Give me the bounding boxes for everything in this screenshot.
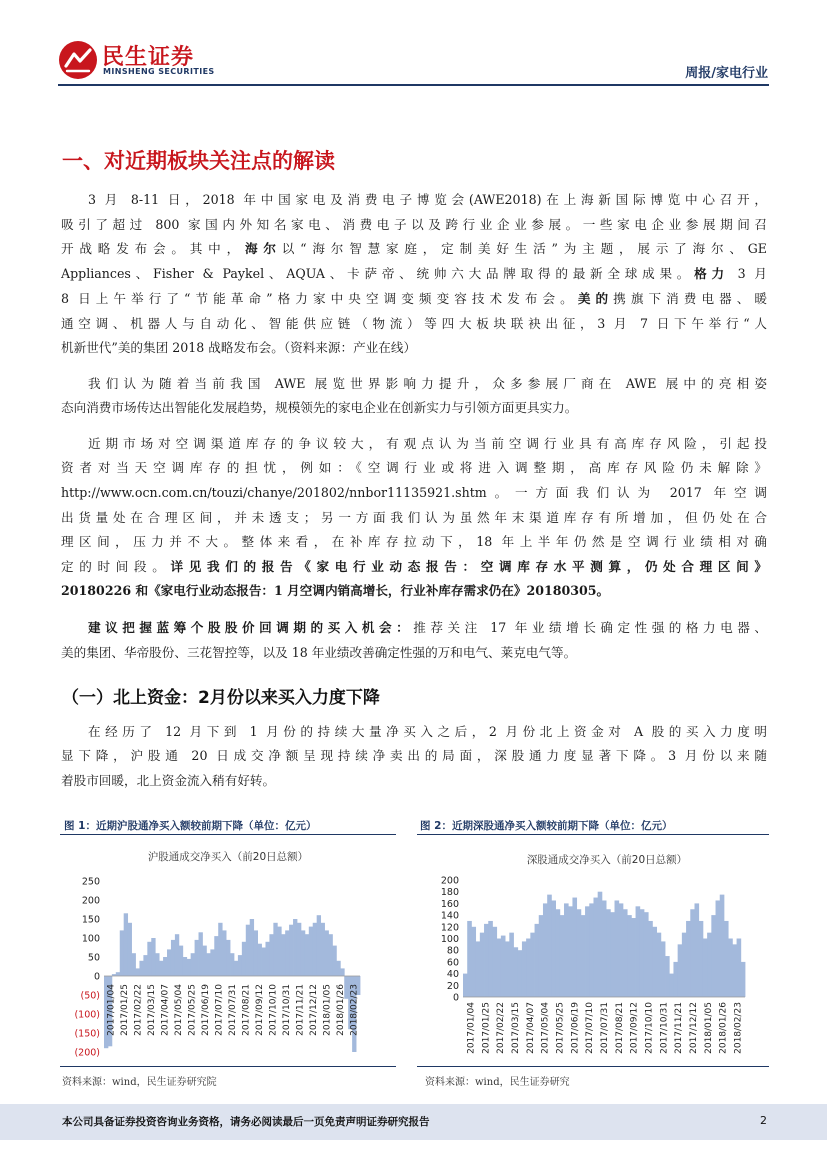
chart-bar [589,903,594,997]
chart-bar [636,906,641,997]
recommendation-lead: 建议把握蓝筹个股股价回调期的买入机会： [88,620,414,635]
chart-bar [340,968,344,976]
figure-2-caption: 图 2：近期深股通净买入额较前期下降（单位：亿元） [420,820,673,832]
chart-bar [289,925,293,976]
chart-bar [564,903,569,997]
chart-bar [661,941,666,997]
chart-bar [128,923,132,976]
chart-bar [728,939,733,998]
chart-bar [195,940,199,976]
chart-bar [163,957,167,976]
x-tick-label: 2017/12/12 [689,1002,700,1054]
chart-bar [585,906,590,997]
x-tick-label: 2017/10/31 [659,1002,670,1054]
paragraph-line: 出货量处在合理区间，并未透支；另一方面我们认为虽然年末渠道库存有所增加，但仍处在合 [61,510,767,525]
paragraph-line: 态向消费市场传达出智能化发展趋势，规模领先的家电企业在创新实力与引领方面更具实力。 [61,400,578,415]
y-tick-label: (200) [74,1047,100,1059]
chart-bar [551,900,556,997]
chart-bar [606,909,611,997]
chart-bar [262,948,266,977]
chart-bar [577,909,582,997]
x-tick-label: 2017/05/04 [540,1002,551,1054]
chart-bar [281,934,285,976]
chart-bar [222,930,226,976]
chart-bar [191,953,195,976]
x-tick-label: 2017/07/10 [585,1002,596,1054]
chart-bar [476,941,481,997]
chart-bar [711,915,716,997]
chart-bar [694,903,699,997]
paragraph-line: 在经历了 12 月下到 1 月份的持续大量净买入之后，2 月份北上资金对 A 股的买入力度明 [88,724,767,739]
chart-bar [132,953,136,976]
chart-bar [206,953,210,976]
chart-bar [518,950,523,997]
chart-bar [120,930,124,976]
chart-bar [218,923,222,976]
chart-bar [581,915,586,997]
x-tick-label: 2018/02/23 [733,1002,744,1054]
chart-bar [309,927,313,976]
chart-bar [147,942,151,976]
chart-bar [657,933,662,997]
x-tick-label: 2017/03/15 [147,984,158,1036]
paragraph-line: 着股市回暖，北上资金流入稍有好转。 [61,773,276,788]
x-tick-label: 2017/01/25 [481,1002,492,1054]
x-tick-label: 2017/11/21 [295,984,306,1036]
chart-bar [293,919,297,976]
section-title: 一、对近期板块关注点的解读 [62,149,335,173]
chart-bar [254,930,258,976]
paragraph-line: 显下降，沪股通 20 日成交净额呈现持续净卖出的局面，深股通力度显著下降。3 月份以来随 [61,748,767,763]
paragraph-line: http://www.ocn.com.cn/touzi/chanye/201802/nnbor11135921.shtm。一方面我们认为 2017 年空调 [61,485,767,500]
chart-bar [644,912,649,997]
chart-bar [623,909,628,997]
y-tick-label: 180 [440,887,459,899]
x-tick-label: 2017/05/04 [174,984,185,1036]
chart-bar [716,900,721,997]
chart-bar [497,939,502,998]
chart-bar [619,903,624,997]
y-tick-label: 120 [440,922,459,934]
chart-bar [171,940,175,976]
chart-bar [214,936,218,976]
chart-bar [505,941,510,997]
figure-1-rule [60,834,396,835]
chart-bar [610,912,615,997]
x-tick-label: 2017/10/10 [268,984,279,1036]
chart-bar [265,942,269,976]
chart-bar [250,919,254,976]
chart-bar [159,961,163,976]
chart-bar [285,930,289,976]
chart-bar [514,947,519,997]
paragraph-line: 资者对当天空调库存的担忧，例如：《空调行业或将进入调整期，高库存风险仍未解除》 [61,460,767,475]
chart-bar [183,957,187,976]
chart-bar [547,895,552,997]
chart-bar [226,940,230,976]
text-run: 开战略发布会。其中， [61,241,245,256]
y-tick-label: 0 [93,971,100,983]
page-number: 2 [760,1114,767,1127]
chart-bar [167,949,171,976]
paragraph-line: 我们认为随着当前我国 AWE 展览世界影响力提升，众多参展厂商在 AWE 展中的亮相姿 [88,376,767,391]
paragraph-line [61,239,767,259]
chart-bar [124,913,128,976]
paragraph-line [61,289,767,309]
report-reference: 详见我们的报告《家电行业动态报告：空调库存水平测算，仍处合理区间》 [170,559,767,574]
x-tick-label: 2017/02/22 [133,984,144,1036]
y-tick-label: 140 [440,910,459,922]
chart-bar [463,974,468,997]
chart-bar [238,955,242,976]
chart-bar [665,956,670,997]
chart-bar [686,921,691,997]
x-tick-label: 2017/10/10 [644,1002,655,1054]
paragraph-line [61,264,767,284]
chart-bar [669,974,674,997]
y-tick-label: (150) [74,1028,100,1040]
y-tick-label: (100) [74,1009,100,1021]
chart-bar [321,923,325,976]
chart-bar [615,900,620,997]
chart-bar [139,961,143,976]
chart-bar [246,925,250,976]
chart-bar [598,892,603,997]
chart-bar [269,934,273,976]
paragraph-line: 3 月 8-11 日，2018 年中国家电及消费电子博览会(AWE2018)在上海新国际博览中心召开， [88,192,767,207]
chart-bar [526,939,531,998]
x-tick-label: 2017/06/19 [201,984,212,1036]
chart-bar [480,933,485,997]
chart-bar [732,944,737,997]
paragraph-line: 近期市场对空调渠道库存的争议较大，有观点认为当前空调行业具有高库存风险，引起投 [88,436,767,451]
x-tick-label: 2017/12/12 [308,984,319,1036]
chart-bar [313,923,317,976]
y-tick-label: 250 [81,876,100,888]
figure-2-rule [417,834,769,835]
chart-title: 深股通成交净买入（前20日总额） [526,854,688,866]
y-tick-label: 80 [446,945,459,957]
y-tick-label: 160 [440,898,459,910]
chart-bar [648,921,653,997]
x-tick-label: 2017/11/21 [674,1002,685,1054]
subsection-title: （一）北上资金：2月份以来买入力度下降 [62,688,380,708]
x-tick-label: 2017/02/22 [496,1002,507,1054]
chart-bar [572,898,577,997]
chart-bar [593,898,598,997]
text-run: Appliances、Fisher & Paykel、AQUA、卡萨帝、统帅六大品牌取得的最新全球成果。 [61,266,695,281]
header-divider [58,84,769,86]
chart-bar [602,900,607,997]
chart-bar [682,933,687,997]
chart-bar [492,927,497,997]
x-tick-label: 2017/09/12 [254,984,265,1036]
x-tick-label: 2018/01/05 [322,984,333,1036]
chart-bar [328,934,332,976]
x-tick-label: 2017/01/04 [106,984,117,1036]
y-tick-label: 100 [81,933,100,945]
x-tick-label: 2017/07/31 [600,1002,610,1054]
report-type: 周报/家电行业 [685,66,768,81]
x-tick-label: 2018/01/05 [703,1002,714,1054]
chart-bar [116,972,120,976]
y-tick-label: 20 [446,980,459,992]
chart-bar [210,949,214,976]
chart-bar [509,933,514,997]
x-tick-label: 2017/05/25 [555,1002,566,1054]
chart-bar [155,953,159,976]
paragraph-line: 20180226 和《家电行业动态报告：1 月空调内销高增长，行业补库存需求仍在》20180305。 [61,583,610,598]
chart-bar [627,915,632,997]
x-tick-label: 2018/01/26 [335,984,346,1036]
chart-bar [530,933,535,997]
chart-bar [737,939,742,998]
logo-chinese-name: 民生证券 [102,45,195,70]
text-run: 以“海尔智慧家庭，定制美好生活”为主题，展示了海尔、GE [281,241,767,256]
y-tick-label: 60 [446,957,459,969]
x-tick-label: 2017/05/25 [187,984,198,1036]
x-tick-label: 2017/07/31 [228,984,238,1036]
text-run: 推荐关注 17 年业绩增长确定性强的格力电器、 [413,620,767,635]
brand-midea: 美的 [577,291,614,306]
x-tick-label: 2018/02/23 [349,984,360,1036]
chart-bar [560,915,565,997]
chart-bar [631,918,636,997]
paragraph-line [88,618,767,638]
chart-bar [277,927,281,976]
chart-bar [175,934,179,976]
chart-bar [673,962,678,997]
paragraph-line: 吸引了超过 800 家国内外知名家电、消费电子以及跨行业企业参展。一些家电企业参展期间召 [61,217,767,232]
paragraph-line [61,557,767,577]
chart-bar [332,946,336,976]
chart-bar [488,921,493,997]
chart-bar [143,955,147,976]
chart-bar [273,923,277,976]
chart-bar [234,961,238,976]
x-tick-label: 2017/08/21 [241,984,252,1036]
chart-bar [556,909,561,997]
x-tick-label: 2017/01/04 [466,1002,477,1054]
chart-bar [230,953,234,976]
text-run: 3 月 [728,266,767,281]
chart-bar [678,944,683,997]
paragraph-line: 机新世代”美的集团 2018 战略发布会。（资料来源：产业在线） [61,340,417,355]
chart-bar [699,921,704,997]
text-run: 携旗下消费电器、暖 [613,291,767,306]
x-tick-label: 2018/01/26 [718,1002,729,1054]
x-tick-label: 2017/04/07 [525,1002,536,1054]
chart-bar [535,924,540,997]
figure-1-bottom-rule [60,1066,396,1067]
chart-bar [202,946,206,976]
chart-bar [501,936,506,997]
chart-bar [471,927,476,997]
chart-bar [242,942,246,976]
chart-bar [297,923,301,976]
chart-bar [151,938,155,976]
paragraph-line: 理区间，压力并不大。整体来看，在补库存拉动下，18 年上半年仍然是空调行业绩相对确 [61,534,767,549]
chart-bar [543,903,548,997]
chart-bar [136,968,140,976]
chart-szgt-net-buy [417,840,769,1065]
paragraph-line: 美的集团、华帝股份、三花智控等，以及 18 年业绩改善确定性强的万和电气、莱克电气等。 [61,645,577,660]
y-tick-label: 0 [452,992,459,1004]
x-tick-label: 2017/03/15 [510,1002,521,1054]
y-tick-label: 100 [440,934,459,945]
x-tick-label: 2017/07/10 [214,984,225,1036]
figure-2-source: 资料来源：wind，民生证券研究 [425,1077,570,1088]
x-tick-label: 2017/01/25 [120,984,131,1036]
chart-bar [467,921,472,997]
chart-bar [199,932,203,976]
chart-bar [317,915,321,976]
chart-bar [690,909,695,997]
chart-bar [539,915,544,997]
logo-english-name: MINSHENG SECURITIES [103,67,215,76]
chart-bar [707,933,712,997]
chart-bar [652,927,657,997]
y-tick-label: 200 [81,895,100,907]
chart-bar [258,944,262,976]
chart-bar [724,921,729,997]
chart-bar [305,934,309,976]
y-tick-label: 50 [87,952,100,964]
paragraph-line: 通空调、机器人与自动化、智能供应链（物流）等四大板块联袂出征，3 月 7 日下午举行“人 [61,316,767,331]
y-tick-label: 150 [81,914,100,926]
y-tick-label: (50) [80,990,100,1002]
figure-2-bottom-rule [417,1066,769,1067]
chart-bar [703,939,708,998]
chart-bar [640,909,645,997]
x-tick-label: 2017/04/07 [160,984,171,1036]
minsheng-logo-icon [58,40,98,80]
chart-bar [301,930,305,976]
figure-1-caption: 图 1：近期沪股通净买入额较前期下降（单位：亿元） [64,820,317,832]
x-tick-label: 2017/08/21 [614,1002,625,1054]
text-run: 8 日上午举行了“节能革命”格力家中央空调变频变容技术发布会。 [61,291,578,306]
chart-bar [325,930,329,976]
brand-haier: 海尔 [244,241,282,256]
chart-bar [187,959,191,976]
text-run: 定的时间段。 [61,559,171,574]
x-tick-label: 2017/10/31 [281,984,292,1036]
chart-bar [179,946,183,976]
chart-bar [484,924,489,997]
chart-bar [568,906,573,997]
y-tick-label: 200 [440,875,459,887]
footer-disclaimer: 本公司具备证券投资咨询业务资格，请务必阅读最后一页免责声明证券研究报告 [62,1116,430,1128]
y-tick-label: 40 [446,969,459,981]
chart-bar [522,941,527,997]
chart-bar [741,962,746,997]
chart-shgt-net-buy [60,840,396,1065]
brand-gree: 格力 [694,266,729,281]
x-tick-label: 2017/09/12 [629,1002,640,1054]
chart-bar [720,895,725,997]
figure-1-source: 资料来源：wind，民生证券研究院 [62,1077,217,1088]
x-tick-label: 2017/06/19 [570,1002,581,1054]
chart-title: 沪股通成交净买入（前20日总额） [147,851,309,863]
chart-bar [336,961,340,976]
